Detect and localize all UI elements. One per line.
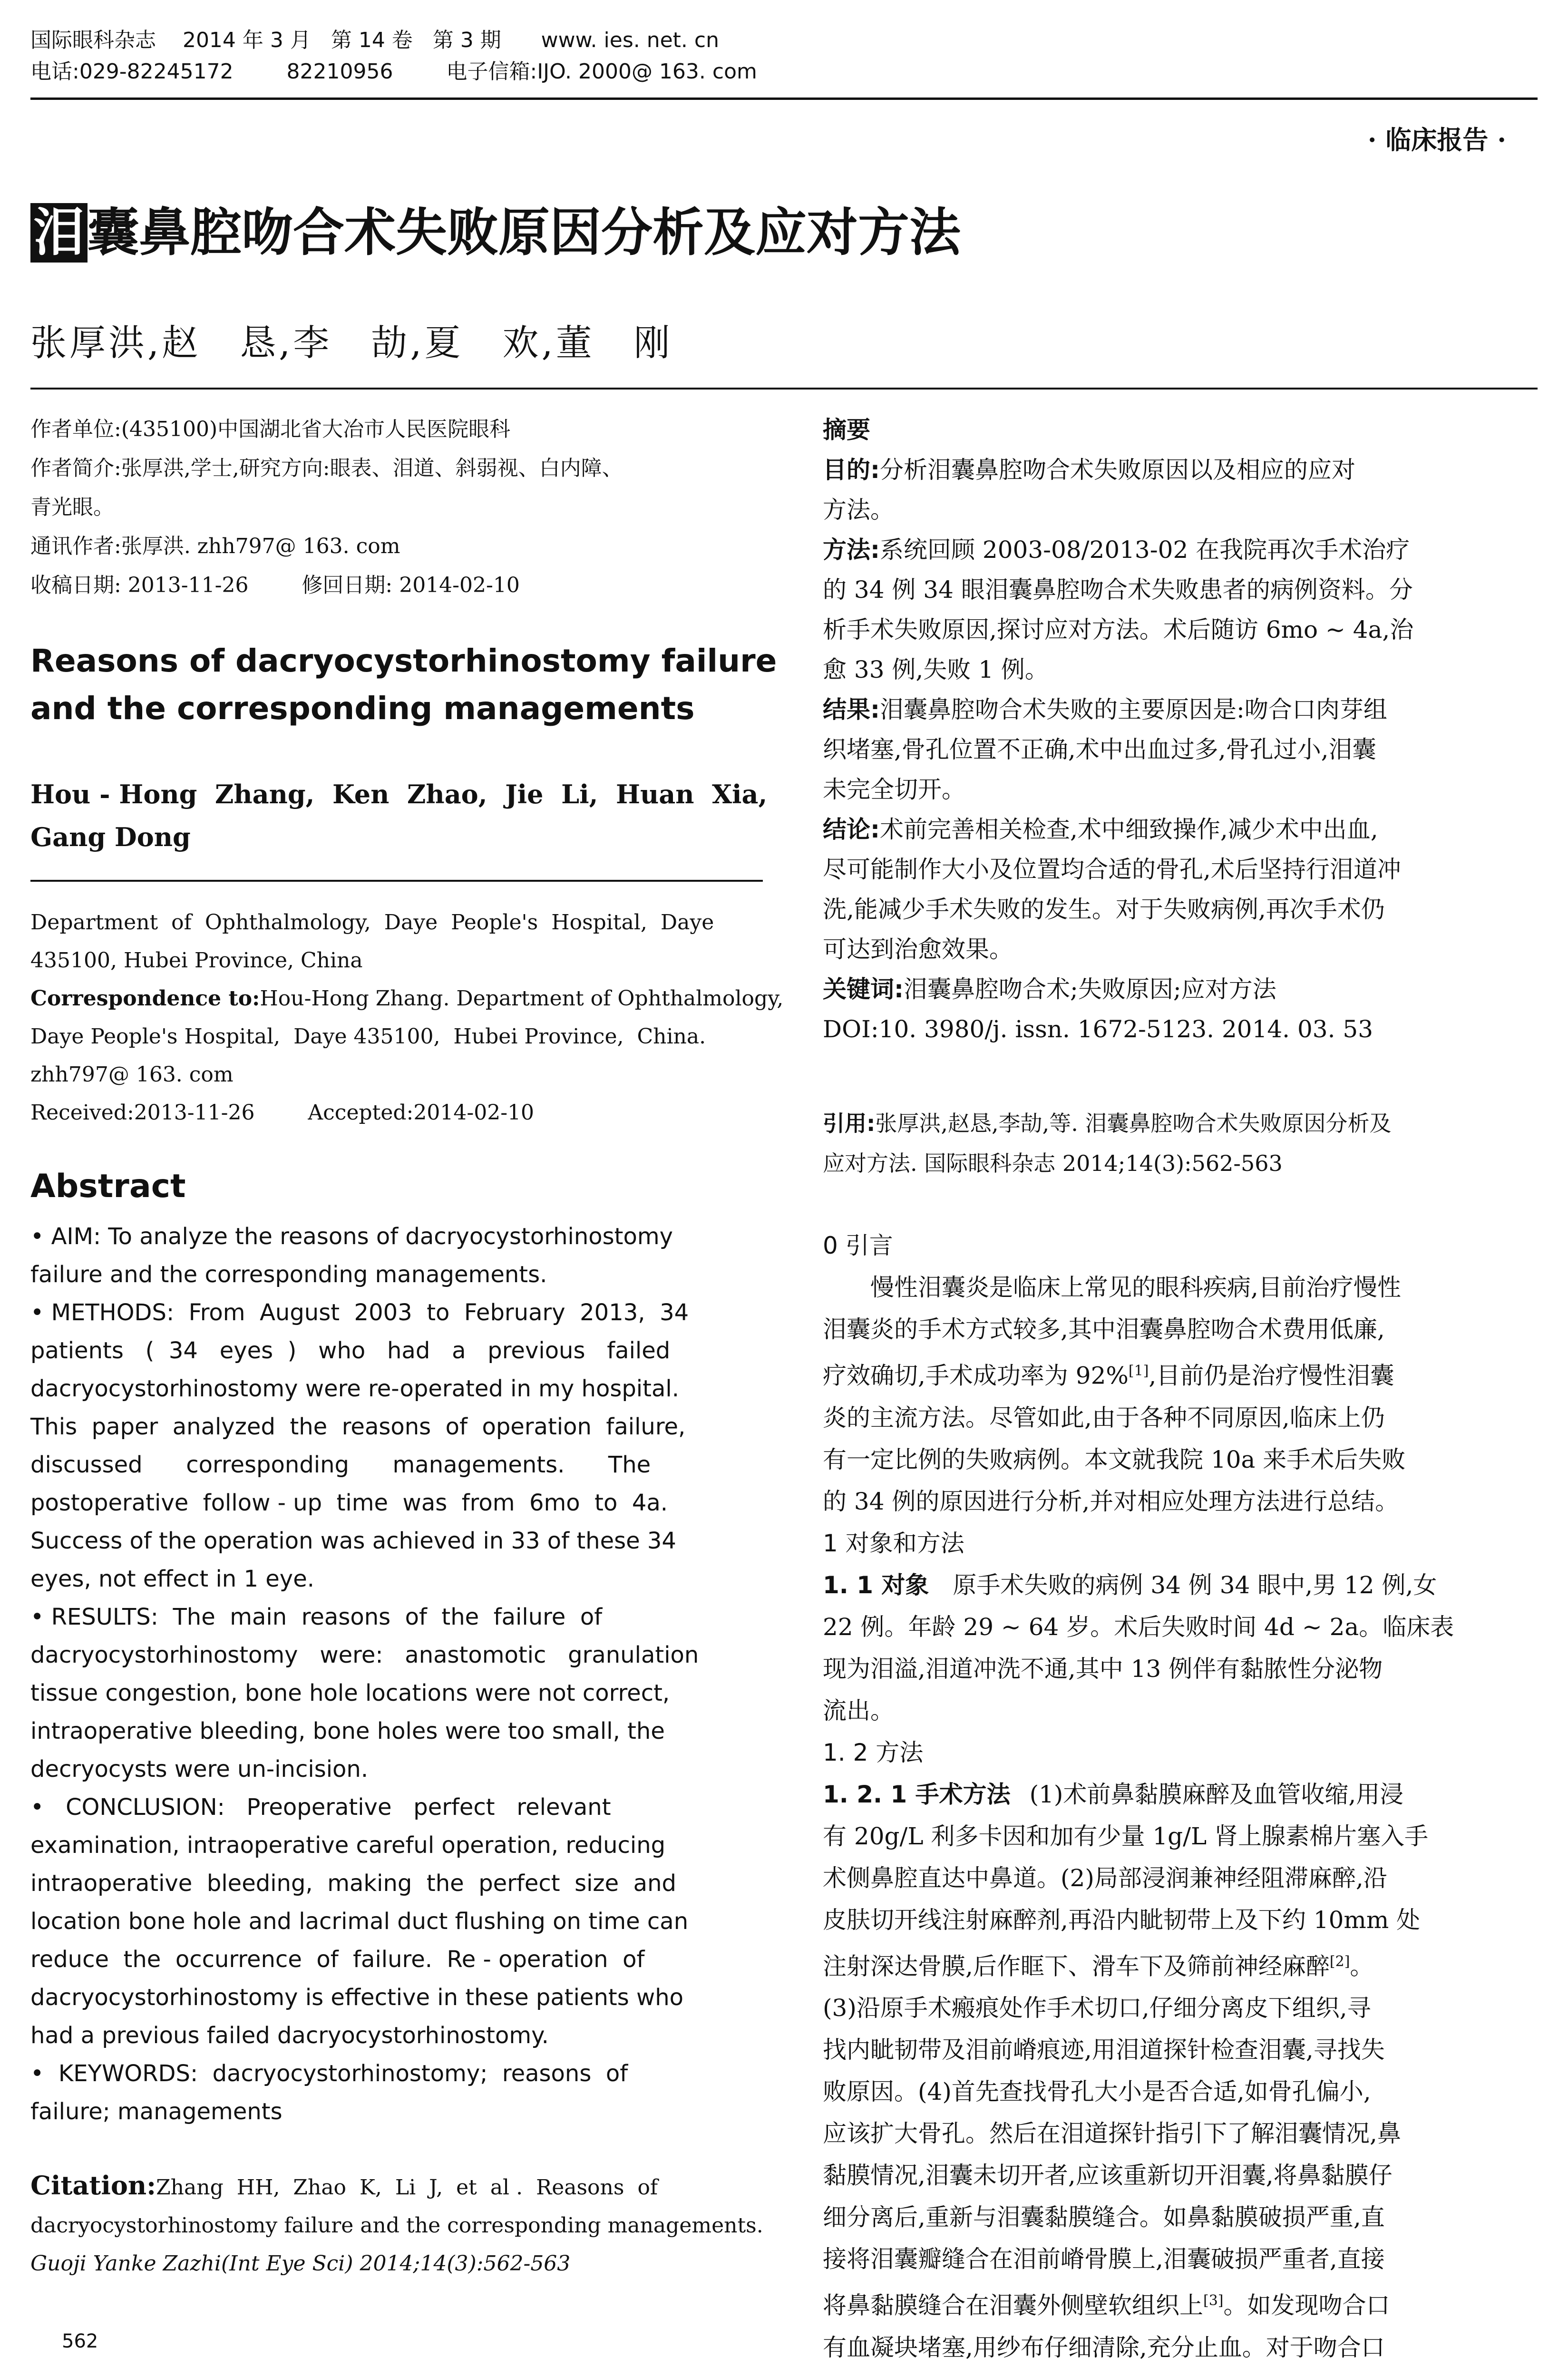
- intro-line: 泪囊炎的手术方式较多,其中泪囊鼻腔吻合术费用低廉,: [823, 1315, 1385, 1343]
- citation-cn-line-2: 应对方法. 国际眼科杂志 2014;14(3):562-563: [823, 1150, 1283, 1176]
- ref-1: [1]: [1128, 1363, 1149, 1379]
- section-1-2-1-label: 1. 2. 1 手术方法: [823, 1780, 1011, 1808]
- abstract-cn: [823, 410, 1555, 1049]
- citation-en-line-3: Guoji Yanke Zazhi(Int Eye Sci) 2014;14(3):562-563: [30, 2251, 571, 2276]
- affiliation-line-2: 435100, Hubei Province, China: [30, 948, 363, 973]
- header-line-1: 国际眼科杂志 2014 年 3 月 第 14 卷 第 3 期 www. ies. net. cn: [30, 28, 719, 52]
- title-rest: 囊鼻腔吻合术失败原因分析及应对方法: [88, 203, 961, 263]
- intro-line: 有一定比例的失败病例。本文就我院 10a 来手术后失败: [823, 1445, 1406, 1473]
- abstract-line: reduce the occurrence of failure. Re - operation of: [30, 1946, 645, 1973]
- left-meta: [30, 410, 763, 605]
- abstract-cn-conclusion-1: 结论:术前完善相关检查,术中细致操作,减少术中出血,: [823, 816, 1378, 843]
- doi: DOI:10. 3980/j. issn. 1672-5123. 2014. 03. 53: [823, 1015, 1373, 1043]
- abstract-line: eyes, not effect in 1 eye.: [30, 1566, 314, 1592]
- abstract-line: dacryocystorhinostomy were: anastomotic granulation: [30, 1642, 699, 1668]
- abstract-cn-results-3: 未完全切开。: [823, 776, 965, 803]
- abstract-cn-conclusion-4: 可达到治愈效果。: [823, 935, 1013, 963]
- journal-header: [30, 25, 757, 88]
- meta-affiliation: 作者单位:(435100)中国湖北省大冶市人民医院眼科: [30, 417, 511, 441]
- meta-profile-cont: 青光眼。: [30, 495, 114, 519]
- method-line: 术侧鼻腔直达中鼻道。(2)局部浸润兼神经阻滞麻醉,沿: [823, 1864, 1387, 1892]
- abstract-line: intraoperative bleeding, bone holes were too small, the: [30, 1718, 665, 1744]
- abstract-line: dacryocystorhinostomy is effective in these patients who: [30, 1984, 684, 2011]
- method-line: 有 20g/L 利多卡因和加有少量 1g/L 肾上腺素棉片塞入手: [823, 1822, 1429, 1850]
- citation-en-label: Citation:: [30, 2170, 156, 2201]
- abstract-cn-methods-1: 方法:系统回顾 2003-08/2013-02 在我院再次手术治疗: [823, 536, 1410, 564]
- article-title: [30, 202, 961, 264]
- section-1-2-1-line: 1. 2. 1 手术方法 (1)术前鼻黏膜麻醉及血管收缩,用浸: [823, 1780, 1404, 1808]
- english-affiliation: [30, 904, 784, 1132]
- header-rule: [30, 97, 1538, 100]
- meta-corresponding: 通讯作者:张厚洪. zhh797@ 163. com: [30, 534, 400, 558]
- english-title: [30, 637, 777, 732]
- abstract-cn-conclusion-3: 洗,能减少手术失败的发生。对于失败病例,再次手术仍: [823, 896, 1385, 923]
- section-1-1-line: 现为泪溢,泪道冲洗不通,其中 13 例伴有黏脓性分泌物: [823, 1655, 1383, 1683]
- method-line: 败原因。(4)首先查找骨孔大小是否合适,如骨孔偏小,: [823, 2078, 1371, 2106]
- abstract-line: failure and the corresponding managements.: [30, 1261, 547, 1288]
- abstract-cn-heading: 摘要: [823, 416, 870, 444]
- section-1-1-line: 22 例。年龄 29 ~ 64 岁。术后失败时间 4d ~ 2a。临床表: [823, 1613, 1454, 1641]
- abstract-line: intraoperative bleeding, making the perfect size and: [30, 1870, 676, 1897]
- page-number: 562: [62, 2330, 98, 2352]
- method-line: 有血凝块堵塞,用纱布仔细清除,充分止血。对于吻合口: [823, 2333, 1385, 2361]
- abstract-cn-results-1: 结果:泪囊鼻腔吻合术失败的主要原因是:吻合口肉芽组: [823, 696, 1387, 723]
- left-rule: [30, 880, 763, 882]
- citation-cn-line-1: 引用:张厚洪,赵恳,李劼,等. 泪囊鼻腔吻合术失败原因分析及: [823, 1111, 1392, 1136]
- intro-line: 炎的主流方法。尽管如此,由于各种不同原因,临床上仍: [823, 1403, 1385, 1432]
- header-line-2: 电话:029-82245172 82210956 电子信箱:IJO. 2000@ 163. com: [30, 59, 757, 84]
- intro-heading: 0 引言: [823, 1232, 893, 1259]
- method-line: 细分离后,重新与泪囊黏膜缝合。如鼻黏膜破损严重,直: [823, 2203, 1385, 2231]
- abstract-cn-conclusion-2: 尽可能制作大小及位置均合适的骨孔,术后坚持行泪道冲: [823, 856, 1401, 883]
- method-line-with-ref: 将鼻黏膜缝合在泪囊外侧壁软组织上[3]。如发现吻合口: [823, 2291, 1390, 2319]
- method-line: 找内眦韧带及泪前嵴痕迹,用泪道探针检查泪囊,寻找失: [823, 2036, 1385, 2064]
- citation-en-line-1: Citation:Zhang HH, Zhao K, Li J, et al . Reasons of: [30, 2170, 658, 2201]
- meta-profile: 作者简介:张厚洪,学士,研究方向:眼表、泪道、斜弱视、白内障、: [30, 456, 623, 480]
- correspondence-line-3: zhh797@ 163. com: [30, 1062, 234, 1087]
- ref-3: [3]: [1203, 2292, 1224, 2309]
- abstract-cn-keywords: 关键词:泪囊鼻腔吻合术;失败原因;应对方法: [823, 975, 1276, 1003]
- abstract-line: discussed corresponding managements. The: [30, 1452, 651, 1478]
- english-authors-line-1: Hou - Hong Zhang, Ken Zhao, Jie Li, Huan Xia,: [30, 779, 768, 809]
- correspondence-line-2: Daye People's Hospital, Daye 435100, Hubei Province, China.: [30, 1024, 706, 1049]
- abstract-cn-methods-3: 析手术失败原因,探讨应对方法。术后随访 6mo ~ 4a,治: [823, 616, 1414, 643]
- method-line: 皮肤切开线注射麻醉剂,再沿内眦韧带上及下约 10mm 处: [823, 1906, 1421, 1934]
- english-authors: [30, 773, 768, 858]
- abstract-line: location bone hole and lacrimal duct flushing on time can: [30, 1908, 689, 1935]
- correspondence-line-1: Correspondence to:Hou-Hong Zhang. Department of Ophthalmology,: [30, 986, 784, 1011]
- abstract-line: • AIM: To analyze the reasons of dacryocystorhinostomy: [30, 1223, 673, 1250]
- section-tag: · 临床报告 ·: [1367, 125, 1506, 155]
- english-title-line-1: Reasons of dacryocystorhinostomy failure: [30, 643, 777, 679]
- affiliation-line-1: Department of Ophthalmology, Daye People's Hospital, Daye: [30, 910, 714, 935]
- section-1-1-line: 1. 1 对象 原手术失败的病例 34 例 34 眼中,男 12 例,女: [823, 1571, 1437, 1599]
- abstract-line: decryocysts were un-incision.: [30, 1756, 369, 1783]
- correspondence-label: Correspondence to:: [30, 986, 260, 1011]
- abstract-cn-results-2: 织堵塞,骨孔位置不正确,术中出血过多,骨孔过小,泪囊: [823, 736, 1376, 763]
- abstract-line: This paper analyzed the reasons of operation failure,: [30, 1413, 686, 1440]
- method-line: (3)沿原手术瘢痕处作手术切口,仔细分离皮下组织,寻: [823, 1994, 1371, 2022]
- abstract-line: • CONCLUSION: Preoperative perfect relevant: [30, 1794, 611, 1821]
- method-line: 黏膜情况,泪囊未切开者,应该重新切开泪囊,将鼻黏膜仔: [823, 2162, 1393, 2190]
- citation-en-line-2: dacryocystorhinostomy failure and the corresponding managements.: [30, 2213, 763, 2238]
- citation-en: [30, 2166, 763, 2283]
- received-dates: Received:2013-11-26 Accepted:2014-02-10: [30, 1101, 535, 1125]
- abstract-line: failure; managements: [30, 2098, 282, 2125]
- abstract-line: • METHODS: From August 2003 to February 2013, 34: [30, 1299, 689, 1326]
- abstract-line: • RESULTS: The main reasons of the failure of: [30, 1604, 603, 1630]
- abstract-line: tissue congestion, bone hole locations were not correct,: [30, 1680, 670, 1706]
- abstract-line: postoperative follow - up time was from 6mo to 4a.: [30, 1490, 668, 1516]
- citation-cn: [823, 1103, 1555, 1183]
- abstract-line: had a previous failed dacryocystorhinostomy.: [30, 2022, 549, 2049]
- abstract-cn-aim-1: 目的:分析泪囊鼻腔吻合术失败原因以及相应的应对: [823, 456, 1355, 484]
- abstract-cn-methods-2: 的 34 例 34 眼泪囊鼻腔吻合术失败患者的病例资料。分: [823, 576, 1413, 604]
- section-1-1-line: 流出。: [823, 1696, 894, 1724]
- abstract-line: examination, intraoperative careful operation, reducing: [30, 1832, 666, 1859]
- meta-dates: 收稿日期: 2013-11-26 修回日期: 2014-02-10: [30, 573, 520, 597]
- section-1-2-heading: 1. 2 方法: [823, 1738, 924, 1766]
- intro-line-with-ref: 疗效确切,手术成功率为 92%[1],目前仍是治疗慢性泪囊: [823, 1362, 1394, 1390]
- section-1-heading: 1 对象和方法: [823, 1529, 964, 1557]
- abstract-line: Success of the operation was achieved in 33 of these 34: [30, 1528, 676, 1554]
- abstract-line: dacryocystorhinostomy were re-operated in my hospital.: [30, 1375, 679, 1402]
- ref-2: [2]: [1329, 1953, 1350, 1970]
- english-authors-line-2: Gang Dong: [30, 822, 191, 852]
- abstract-line: patients ( 34 eyes ) who had a previous failed: [30, 1337, 671, 1364]
- method-line: 应该扩大骨孔。然后在泪道探针指引下了解泪囊情况,鼻: [823, 2120, 1401, 2148]
- intro-line: 的 34 例的原因进行分析,并对相应处理方法进行总结。: [823, 1487, 1399, 1515]
- abstract-cn-methods-4: 愈 33 例,失败 1 例。: [823, 656, 1049, 683]
- title-rule: [30, 388, 1538, 390]
- abstract-heading: Abstract: [30, 1168, 186, 1205]
- english-title-line-2: and the corresponding managements: [30, 690, 695, 727]
- abstract-cn-aim-2: 方法。: [823, 496, 894, 524]
- section-1-1-label: 1. 1 对象: [823, 1571, 929, 1599]
- method-line: 接将泪囊瓣缝合在泪前嵴骨膜上,泪囊破损严重者,直接: [823, 2245, 1385, 2273]
- body-text: [823, 1225, 1555, 2368]
- title-boxed-char: 泪: [30, 203, 88, 263]
- abstract-body: [30, 1218, 763, 2131]
- method-line-with-ref: 注射深达骨膜,后作眶下、滑车下及筛前神经麻醉[2]。: [823, 1952, 1374, 1980]
- authors-cn: 张厚洪,赵 恳,李 劼,夏 欢,董 刚: [30, 321, 673, 364]
- intro-line: 慢性泪囊炎是临床上常见的眼科疾病,目前治疗慢性: [870, 1274, 1401, 1301]
- abstract-line: • KEYWORDS: dacryocystorhinostomy; reasons of: [30, 2060, 628, 2087]
